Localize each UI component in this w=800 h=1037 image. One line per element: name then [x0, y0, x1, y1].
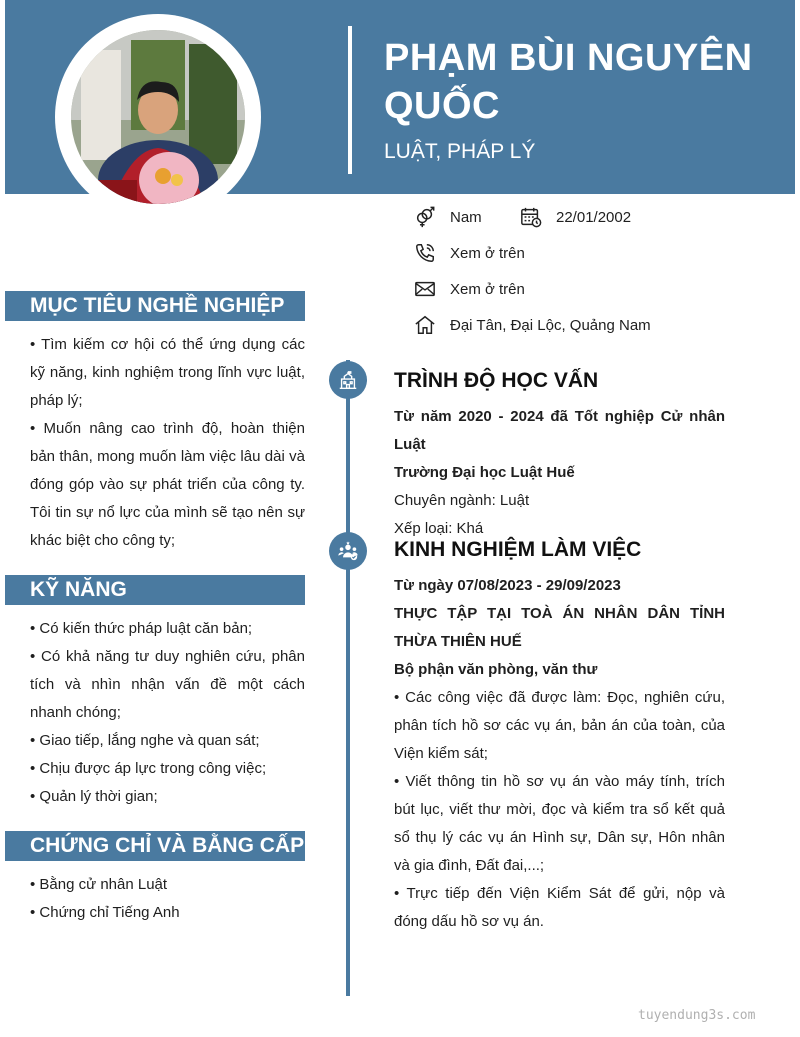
- school-icon: [337, 369, 359, 391]
- calendar-icon: [520, 206, 542, 228]
- education-content: [394, 403, 725, 543]
- list-item: • Trực tiếp đến Viện Kiểm Sát để gửi, nộp và đóng dấu hồ sơ vụ án.: [394, 885, 725, 930]
- address-value: Đại Tân, Đại Lộc, Quảng Nam: [450, 316, 651, 334]
- skills-heading: KỸ NĂNG: [5, 575, 305, 605]
- list-item: • Có kiến thức pháp luật căn bản;: [30, 620, 253, 637]
- objective-heading: MỤC TIÊU NGHỀ NGHIỆP: [5, 291, 305, 321]
- experience-heading: KINH NGHIỆM LÀM VIỆC: [394, 538, 642, 561]
- experience-period: Từ ngày 07/08/2023 - 29/09/2023: [394, 577, 621, 594]
- avatar-photo: [71, 30, 245, 204]
- education-major: Chuyên ngành: Luật: [394, 492, 530, 509]
- mail-icon: [414, 278, 436, 300]
- contact-birthday: [520, 205, 631, 229]
- list-item: • Chịu được áp lực trong công việc;: [30, 760, 267, 777]
- birthday-value: 22/01/2002: [556, 208, 632, 226]
- education-school: Trường Đại học Luật Huế: [394, 464, 575, 481]
- list-item: • Quản lý thời gian;: [30, 788, 158, 805]
- list-item: • Bằng cử nhân Luật: [30, 876, 168, 893]
- list-item: • Muốn nâng cao trình độ, hoàn thiện bản thân, mong muốn làm việc lâu dài và đóng góp vào sự phát triển của công ty. Tôi tin sự nổ lực của mình sẽ tạo nên sự khác biệt cho công ty;: [30, 420, 305, 549]
- experience-marker: [329, 532, 367, 570]
- education-grade: Xếp loại: Khá: [394, 520, 484, 537]
- list-item: • Tìm kiếm cơ hội có thể ứng dụng các kỹ năng, kinh nghiệm trong lĩnh vực luật, pháp lý;: [30, 336, 305, 409]
- gender-value: Nam: [450, 208, 482, 226]
- home-icon: [414, 314, 436, 336]
- contact-address: [414, 313, 651, 337]
- objective-content: [30, 331, 305, 555]
- experience-content: [394, 572, 725, 936]
- list-item: • Có khả năng tư duy nghiên cứu, phân tích và nhìn nhận vấn đề một cách nhanh chóng;: [30, 648, 305, 721]
- email-value: Xem ở trên: [450, 280, 525, 298]
- timeline-line: [346, 360, 350, 996]
- education-heading: TRÌNH ĐỘ HỌC VẤN: [394, 369, 599, 392]
- job-title: LUẬT, PHÁP LÝ: [384, 140, 536, 163]
- experience-company: THỰC TẬP TẠI TOÀ ÁN NHÂN DÂN TỈNH THỪA THIÊN HUẾ: [394, 605, 725, 650]
- list-item: • Giao tiếp, lắng nghe và quan sát;: [30, 732, 260, 749]
- list-item: • Viết thông tin hồ sơ vụ án vào máy tính, trích bút lục, viết thư mời, đọc và kiểm tra sổ kết quả sổ thụ lý các vụ án Hình sự, Dân sự, Hôn nhân và gia đình, Đất đai,...;: [394, 773, 725, 874]
- certificates-heading: CHỨNG CHỈ VÀ BẰNG CẤP: [5, 831, 305, 861]
- list-item: • Chứng chỉ Tiếng Anh: [30, 904, 180, 921]
- contact-email: [414, 277, 525, 301]
- education-period: Từ năm 2020 - 2024 đã Tốt nghiệp Cử nhân Luật: [394, 408, 725, 453]
- skills-content: [30, 615, 305, 811]
- contact-phone: [414, 241, 525, 265]
- phone-value: Xem ở trên: [450, 244, 525, 262]
- experience-department: Bộ phận văn phòng, văn thư: [394, 661, 598, 678]
- list-item: • Các công việc đã được làm: Đọc, nghiên cứu, phân tích hồ sơ các vụ án, bản án của toàn, của Viện kiểm sát;: [394, 689, 725, 762]
- header-divider: [348, 26, 352, 174]
- phone-icon: [414, 242, 436, 264]
- avatar: [71, 30, 245, 204]
- contact-gender: [414, 205, 482, 229]
- candidate-name: PHẠM BÙI NGUYÊN QUỐC: [384, 37, 753, 127]
- certificates-content: [30, 871, 305, 927]
- team-icon: [337, 540, 359, 562]
- gender-icon: [414, 206, 436, 228]
- avatar-frame: [55, 14, 261, 220]
- watermark: tuyendung3s.com: [638, 1008, 756, 1023]
- education-marker: [329, 361, 367, 399]
